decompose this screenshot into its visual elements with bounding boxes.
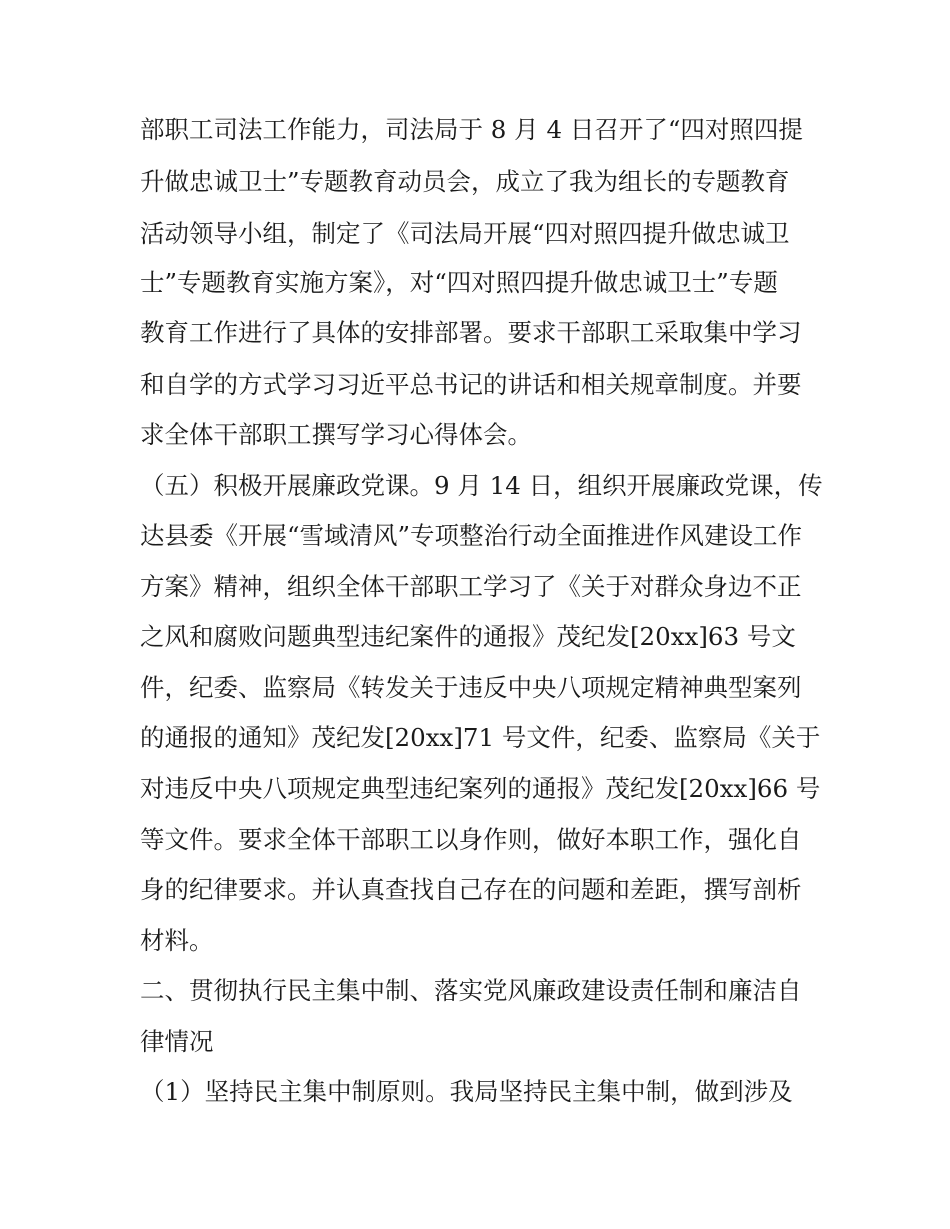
section-heading-5: （五）积极开展廉政党课。9 月 14 日，组织开展廉政党课，传: [140, 471, 823, 500]
subsection-heading-1: （1）坚持民主集中制原则。我局坚持民主集中制，做到涉及: [140, 1077, 793, 1106]
text-line-5: 教育工作进行了具体的安排部署。要求干部职工采取集中学习: [140, 318, 802, 347]
text-line-13: 的通报的通知》茂纪发[20xx]71 号文件，纪委、监察局《关于: [140, 723, 821, 752]
text-line-9: 达县委《开展“雪域清风”专项整治行动全面推进作风建设工作: [140, 521, 803, 550]
text-line-1: 部职工司法工作能力，司法局于 8 月 4 日召开了“四对照四提: [140, 115, 803, 144]
text-line-10: 方案》精神，组织全体干部职工学习了《关于对群众身边不正: [140, 572, 802, 601]
text-line-12: 件，纪委、监察局《转发关于违反中央八项规定精神典型案列: [140, 673, 802, 702]
text-line-3: 活动领导小组，制定了《司法局开展“四对照四提升做忠诚卫: [140, 219, 790, 248]
text-line-11: 之风和腐败问题典型违纪案件的通报》茂纪发[20xx]63 号文: [140, 622, 796, 651]
text-line-2: 升做忠诚卫士”专题教育动员会，成立了我为组长的专题教育: [140, 167, 790, 196]
text-line-15: 等文件。要求全体干部职工以身作则，做好本职工作，强化自: [140, 825, 802, 854]
text-line-17: 材料。: [140, 926, 214, 955]
section-heading-2: 二、贯彻执行民主集中制、落实党风廉政建设责任制和廉洁自: [140, 976, 802, 1005]
text-line-7: 求全体干部职工撰写学习心得体会。: [140, 420, 532, 449]
text-line-14: 对违反中央八项规定典型违纪案列的通报》茂纪发[20xx]66 号: [140, 774, 821, 803]
text-line-4: 士”专题教育实施方案》，对“四对照四提升做忠诚卫士”专题: [140, 268, 778, 297]
text-line-19: 律情况: [140, 1027, 214, 1056]
text-line-6: 和自学的方式学习习近平总书记的讲话和相关规章制度。并要: [140, 370, 802, 399]
text-line-16: 身的纪律要求。并认真查找自己存在的问题和差距，撰写剖析: [140, 875, 802, 904]
